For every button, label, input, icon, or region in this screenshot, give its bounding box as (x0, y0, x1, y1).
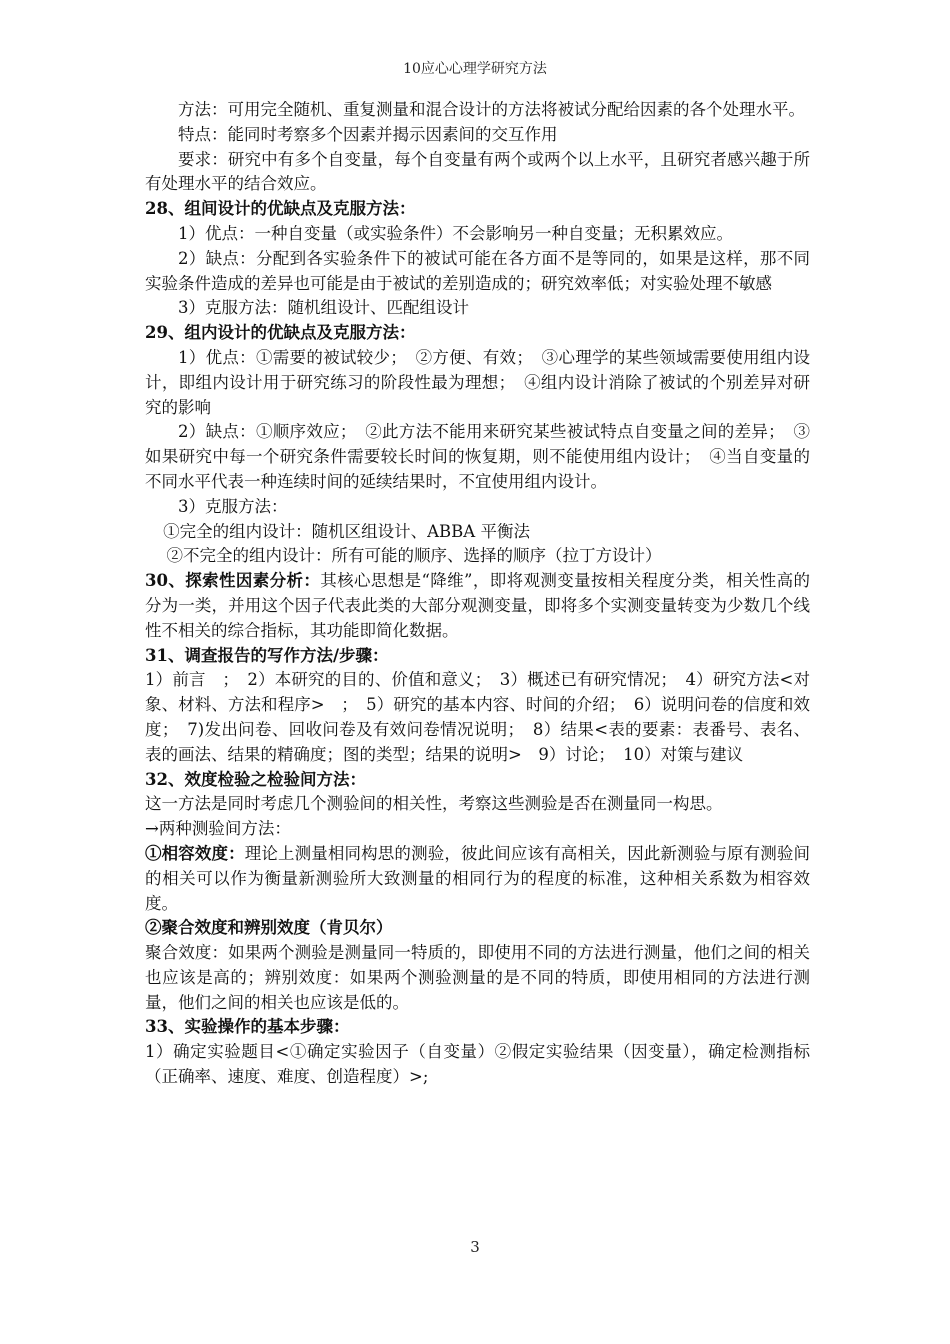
paragraph: 特点：能同时考察多个因素并揭示因素间的交互作用 (178, 124, 558, 144)
paragraph: 聚合效度：如果两个测验是测量同一特质的，即使用不同的方法进行测量，他们之间的相关也应该是高的；辨别效度：如果两个测验测量的是不同的特质，即使用相同的方法进行测量，他们之间的相关也应该是低的。 (145, 943, 810, 1012)
paragraph: 3）克服方法： (178, 496, 288, 516)
term-text: 理论上测量相同构思的测验，彼此间应该有高相关，因此新测验与原有测验间的相关可以作为衡量新测验所大致测量的相同行为的程度的标准，这种相关系数为相容效度。 (145, 843, 811, 913)
paragraph: 3）克服方法：随机组设计、匹配组设计 (178, 298, 469, 318)
section-heading-29: 29、组内设计的优缺点及克服方法： (145, 323, 416, 343)
section-30-text: 其核心思想是“降维”，即将观测变量按相关程度分类，相关性高的分为一类，并用这个因子代表此类的大部分观测变量，即将多个实测变量转变为少数几个线性不相关的综合指标，其功能即简化数据。 (145, 571, 811, 640)
section-number-30: 30、 (145, 571, 186, 591)
paragraph (145, 842, 810, 916)
paragraph: →两种测验间方法： (145, 819, 291, 839)
section-heading-31: 31、调查报告的写作方法/步骤： (145, 645, 389, 665)
paragraph: 1）优点：一种自变量（或实验条件）不会影响另一种自变量；无积累效应。 (178, 223, 733, 243)
term-heading: ①相容效度： (145, 843, 245, 863)
page-header: 10应心心理学研究方法 (403, 61, 547, 77)
paragraph: 方法：可用完全随机、重复测量和混合设计的方法将被试分配给因素的各个处理水平。 (178, 100, 805, 119)
paragraph: 2）缺点：①顺序效应； ②此方法不能用来研究某些被试特点自变量之间的差异； ③如果研究中每一个研究条件需要较长时间的恢复期，则不能使用组内设计； ④当自变量的不同水平代表一种连续时间的延续结果时，不宜使用组内设计。 (145, 422, 810, 491)
paragraph: 这一方法是同时考虑几个测验间的相关性，考察这些测验是否在测量同一构思。 (145, 794, 723, 814)
page-number: 3 (470, 1238, 480, 1256)
document-body (145, 98, 810, 1090)
paragraph: 要求：研究中有多个自变量，每个自变量有两个或两个以上水平，且研究者感兴趣于所有处理水平的结合效应。 (145, 149, 810, 194)
paragraph: 1）前言 ； 2）本研究的目的、价值和意义； 3）概述已有研究情况； 4）研究方法<对象、材料、方法和程序> ； 5）研究的基本内容、时间的介绍； 6）说明问卷的信度和效度； 7)发出问卷、回收问卷及有效问卷情况说明； 8）结果<表的要素：表番号、表名、表的画法、结果的精确度；图的类型；结果的说明> 9）讨论； 10）对策与建议 (145, 670, 810, 764)
subheading: ②聚合效度和辨别效度（肯贝尔） (145, 918, 393, 938)
paragraph: 2）缺点：分配到各实验条件下的被试可能在各方面不是等同的，如果是这样，那不同实验条件造成的差异也可能是由于被试的差别造成的；研究效率低；对实验处理不敏感 (145, 248, 810, 293)
section-heading-30: 探索性因素分析： (185, 571, 321, 591)
section-heading-33: 33、实验操作的基本步骤： (145, 1017, 350, 1037)
paragraph: 1）确定实验题目<①确定实验因子（自变量）②假定实验结果（因变量），确定检测指标（正确率、速度、难度、创造程度）>; (145, 1042, 810, 1087)
paragraph: ②不完全的组内设计：所有可能的顺序、选择的顺序（拉丁方设计） (166, 546, 662, 566)
section-30 (145, 569, 810, 643)
section-heading-32: 32、效度检验之检验间方法： (145, 769, 366, 789)
section-heading-28: 28、组间设计的优缺点及克服方法： (145, 199, 416, 219)
paragraph: ①完全的组内设计：随机区组设计、ABBA 平衡法 (163, 521, 530, 541)
paragraph: 1）优点：①需要的被试较少； ②方便、有效； ③心理学的某些领域需要使用组内设计，即组内设计用于研究练习的阶段性最为理想； ④组内设计消除了被试的个别差异对研究的影响 (145, 347, 810, 417)
